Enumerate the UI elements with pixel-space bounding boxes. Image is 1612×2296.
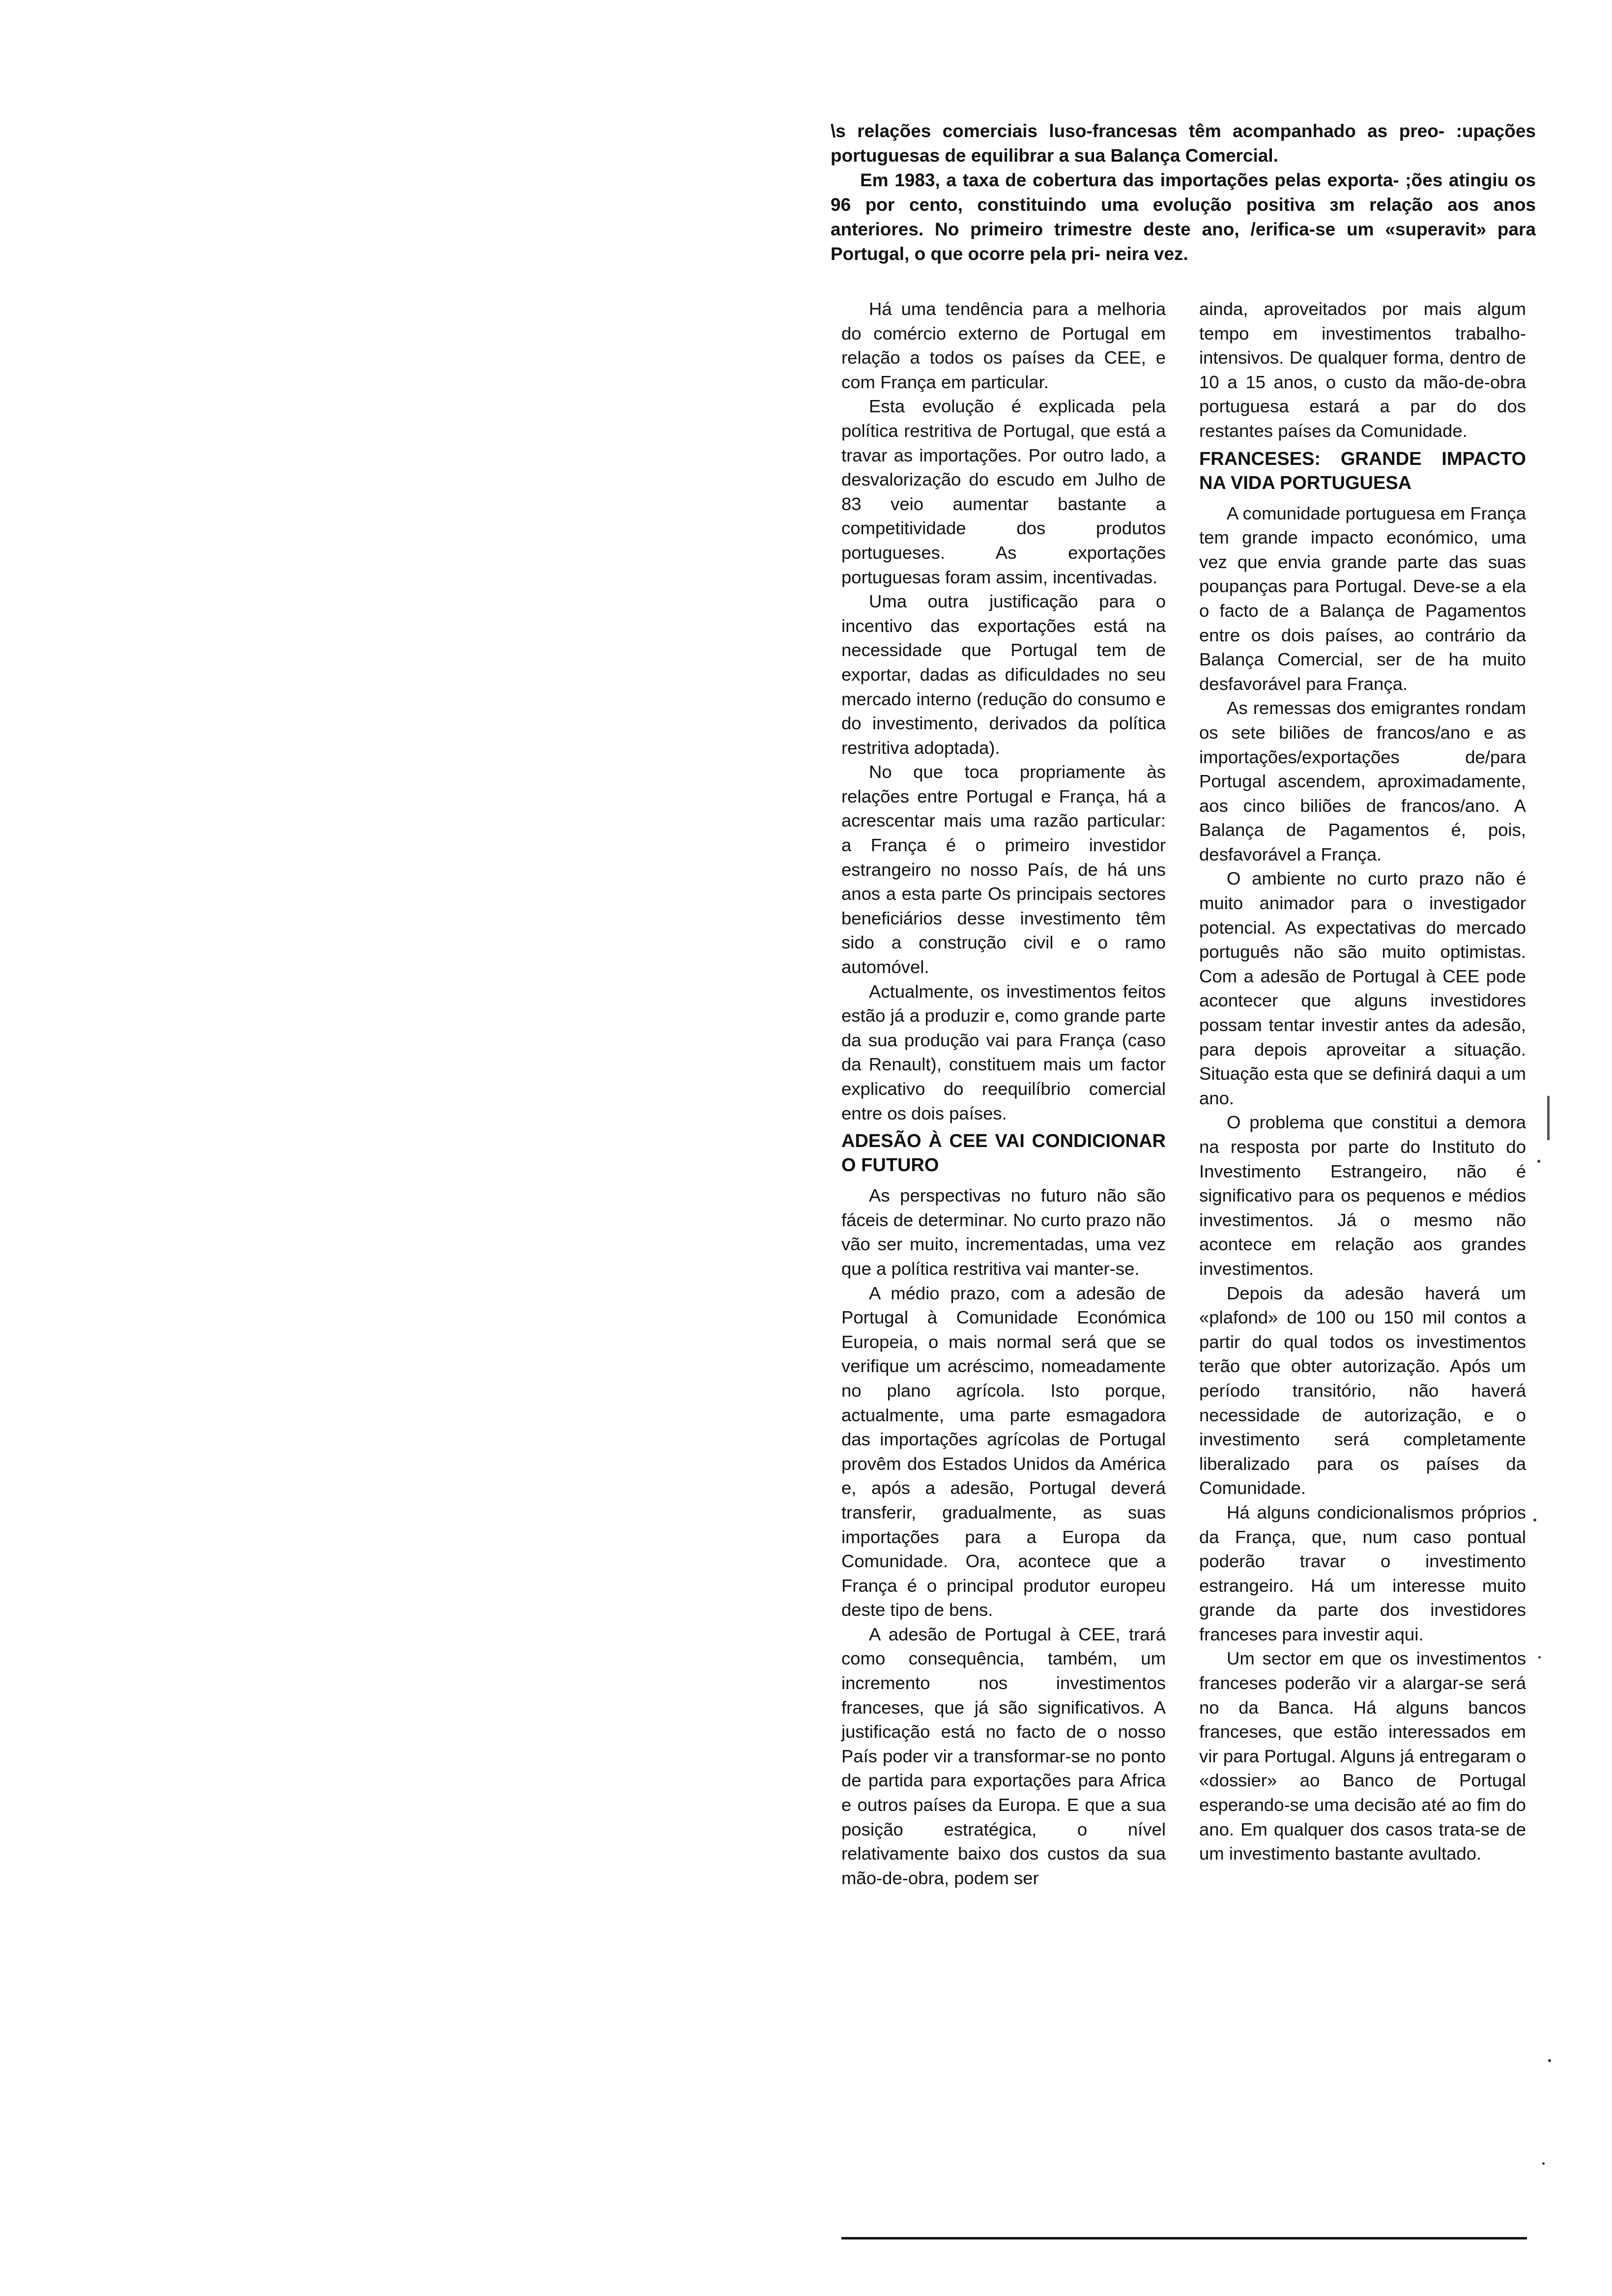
article-lede bbox=[831, 119, 1536, 266]
body-paragraph: Há alguns condicionalismos próprios da França, que, num caso pontual poderão travar o investimento estrangeiro. Há um interesse muito grande da parte dos investidores franceses para investir aqui. bbox=[1199, 1502, 1526, 1644]
body-paragraph: Um sector em que os investimentos franceses poderão vir a alargar-se será no da Banca. Há alguns bancos franceses, que estão interessados em vir para Portugal. Alguns já entregaram o «dossier» ao Banco de Portugal esperando-se uma decisão até ao fim do ano. Em qualquer dos casos trata-se de um investimento bastante avultado. bbox=[1199, 1648, 1526, 1864]
lede-paragraph: Em 1983, a taxa de cobertura das importações pelas exporta- ;ões atingiu os 96 por cento, constituindo uma evolução positiva ɜm relação aos anos anteriores. No primeiro trimestre deste ano, /erifica-se um «superavit» para Portugal, o que ocorre pela pri- neira vez. bbox=[831, 170, 1536, 264]
lede-paragraph: \s relações comerciais luso-francesas têm acompanhado as preo- :upações portuguesas de equilibrar a sua Balança Comercial. bbox=[831, 121, 1536, 166]
body-paragraph: As perspectivas no futuro não são fáceis de determinar. No curto prazo não vão ser muito, incrementadas, uma vez que a política restritiva vai manter-se. bbox=[841, 1185, 1166, 1279]
body-paragraph: A médio prazo, com a adesão de Portugal à Comunidade Económica Europeia, o mais normal será que se verifique um acréscimo, nomeadamente no plano agrícola. Isto porque, actualmente, uma parte esmagadora das importações agrícolas de Portugal provêm dos Estados Unidos da América e, após a adesão, Portugal deverá transferir, gradualmente, as suas importações para a Europa da Comunidade. Ora, acontece que a França é o principal produtor europeu deste tipo de bens. bbox=[841, 1283, 1166, 1620]
section-heading: ADESÃO À CEE VAI CONDICIONAR O FUTURO bbox=[841, 1131, 1166, 1176]
scan-speck bbox=[1538, 1656, 1541, 1659]
body-paragraph: Depois da adesão haverá um «plafond» de 100 ou 150 mil contos a partir do qual todos os investimentos terão que obter autorização. Após um período transitório, não haverá necessidade de autorização, e o investimento será completamente liberalizado para os países da Comunidade. bbox=[1199, 1283, 1526, 1498]
body-paragraph: A adesão de Portugal à CEE, trará como consequência, também, um incremento nos investimentos franceses, que já são significativos. A justificação está no facto de o nosso País poder vir a transformar-se no ponto de partida para exportações para Africa e outros países da Europa. E que a sua posição estratégica, o nível relativamente baixo dos custos da sua mão-de-obra, podem ser bbox=[841, 1624, 1166, 1888]
body-paragraph: As remessas dos emigrantes rondam os sete biliões de francos/ano e as importações/exportações de/para Portugal ascendem, aproximadamente, aos cinco biliões de francos/ano. A Balança de Pagamentos é, pois, desfavorável a França. bbox=[1199, 698, 1526, 864]
body-paragraph: O problema que constitui a demora na resposta por parte do Instituto do Investimento Estrangeiro, não é significativo para os pequenos e médios investimentos. Já o mesmo não acontece em relação aos grandes investimentos. bbox=[1199, 1112, 1526, 1279]
scan-speck bbox=[1542, 2162, 1545, 2165]
body-paragraph: Actualmente, os investimentos feitos estão já a produzir e, como grande parte da sua produção vai para França (caso da Renault), constituem mais um factor explicativo do reequilíbrio comercial entre os dois países. bbox=[841, 981, 1166, 1123]
body-paragraph: No que toca propriamente às relações entre Portugal e França, há a acrescentar mais uma razão particular: a França é o primeiro investidor estrangeiro no nosso País, de há uns anos a esta parte Os principais sectores beneficiários desse investimento têm sido a construção civil e o ramo automóvel. bbox=[841, 762, 1166, 977]
body-paragraph: O ambiente no curto prazo não é muito animador para o investigador potencial. As expectativas do mercado português não são muito optimistas. Com a adesão de Portugal à CEE pode acontecer que alguns investidores possam tentar investir antes da adesão, para depois aproveitar a situação. Situação esta que se definirá daqui a um ano. bbox=[1199, 868, 1526, 1108]
body-paragraph: A comunidade portuguesa em França tem grande impacto económico, uma vez que envia grande parte das suas poupanças para Portugal. Deve-se a ela o facto de a Balança de Pagamentos entre os dois países, ao contrário da Balança Comercial, ser de ha muito desfavorável para França. bbox=[1199, 503, 1526, 694]
body-paragraph: Uma outra justificação para o incentivo das exportações está na necessidade que Portugal tem de exportar, dadas as dificuldades no seu mercado interno (redução do consumo e do investimento, derivados da política restritiva adoptada). bbox=[841, 591, 1166, 758]
body-paragraph: Há uma tendência para a melhoria do comércio externo de Portugal em relação a todos os países da CEE, e com França em particular. bbox=[841, 299, 1166, 392]
scan-speck bbox=[1533, 1519, 1536, 1521]
scan-speck bbox=[1537, 1160, 1540, 1163]
bottom-rule bbox=[841, 2237, 1527, 2239]
scan-speck bbox=[1548, 2059, 1551, 2062]
section-heading: FRANCESES: GRANDE IMPACTO NA VIDA PORTUGUESA bbox=[1199, 448, 1526, 493]
body-paragraph: Esta evolução é explicada pela política restritiva de Portugal, que está a travar as importações. Por outro lado, a desvalorização do escudo em Julho de 83 veio aumentar bastante a competitividade dos produtos portugueses. As exportações portuguesas foram assim, incentivadas. bbox=[841, 396, 1166, 587]
scan-speck bbox=[1547, 1096, 1550, 1140]
body-paragraph: ainda, aproveitados por mais algum tempo em investimentos trabalho-intensivos. De qualquer forma, dentro de 10 a 15 anos, o custo da mão-de-obra portuguesa estará a par do dos restantes países da Comunidade. bbox=[1199, 299, 1526, 441]
left-column bbox=[841, 297, 1166, 1890]
right-column bbox=[1199, 297, 1526, 1866]
